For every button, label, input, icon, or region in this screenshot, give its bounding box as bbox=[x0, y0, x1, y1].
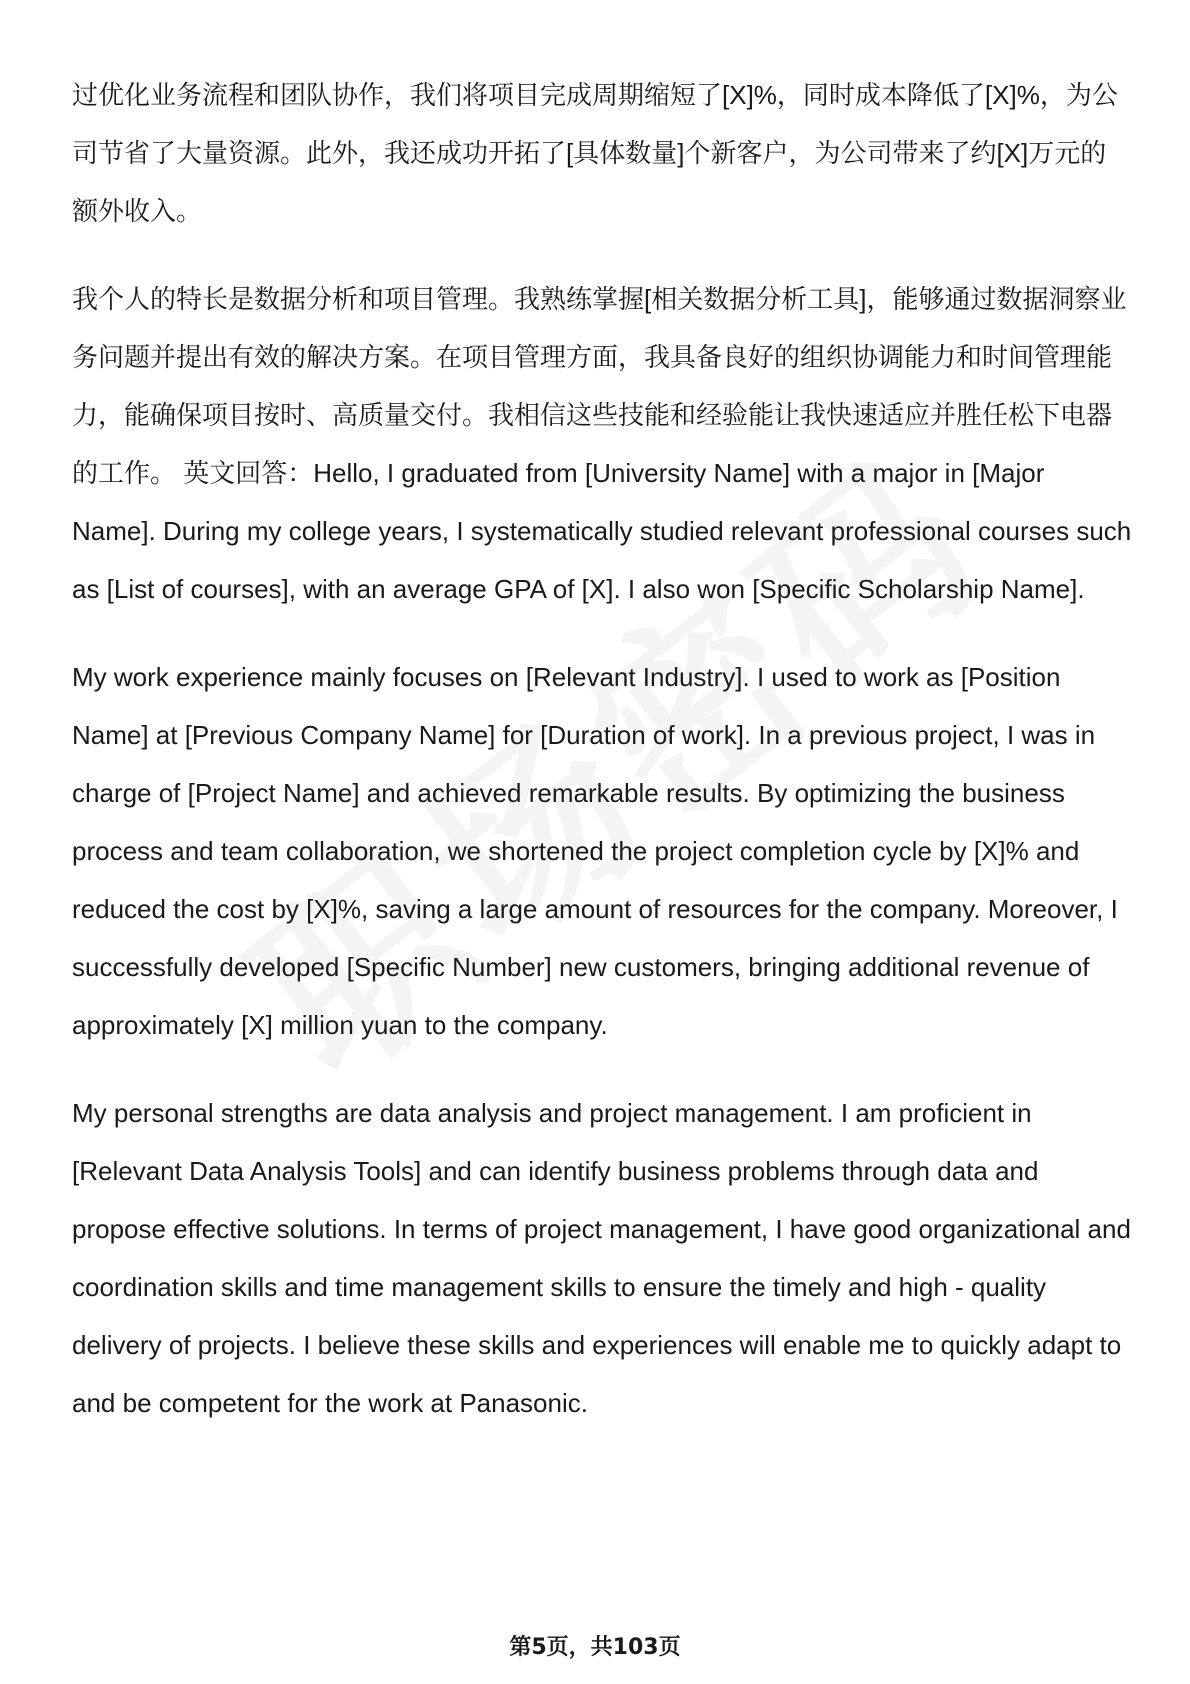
paragraph-cn-results: 过优化业务流程和团队协作，我们将项目完成周期缩短了[X]%，同时成本降低了[X]%，为公司节省了大量资源。此外，我还成功开拓了[具体数量]个新客户，为公司带来了约[X]万元的额外收入。 bbox=[72, 80, 1118, 226]
document-body bbox=[72, 66, 1132, 1462]
paragraph-en-experience: My work experience mainly focuses on [Relevant Industry]. I used to work as [Position Name] at [Previous Company Name] for [Duration of work]. In a previous project, I was in charge of [Project Name] and achieved remarkable results. By optimizing the business process and team collaboration, we shortened the project completion cycle by [X]% and reduced the cost by [X]%, saving a large amount of resources for the company. Moreover, I successfully developed [Specific Number] new customers, bringing additional revenue of approximately [X] million yuan to the company. bbox=[72, 662, 1118, 1040]
paragraph-cn-strengths-en-intro: 我个人的特长是数据分析和项目管理。我熟练掌握[相关数据分析工具]，能够通过数据洞察业务问题并提出有效的解决方案。在项目管理方面，我具备良好的组织协调能力和时间管理能力，能确保项目按时、高质量交付。我相信这些技能和经验能让我快速适应并胜任松下电器的工作。 英文回答：Hello, I graduated from [University Name] with a major in [Major Name]. During my college years, I systematically studied relevant professional courses such as [List of courses], with an average GPA of [X]. I also won [Specific Scholarship Name]. bbox=[72, 284, 1132, 604]
paragraph-en-strengths: My personal strengths are data analysis and project management. I am proficient in [Relevant Data Analysis Tools] and can identify business problems through data and propose effective solutions. In terms of project management, I have good organizational and coordination skills and time management skills to ensure the timely and high - quality delivery of projects. I believe these skills and experiences will enable me to quickly adapt to and be competent for the work at Panasonic. bbox=[72, 1098, 1131, 1418]
page-number: 第5页，共103页 bbox=[509, 1635, 681, 1660]
